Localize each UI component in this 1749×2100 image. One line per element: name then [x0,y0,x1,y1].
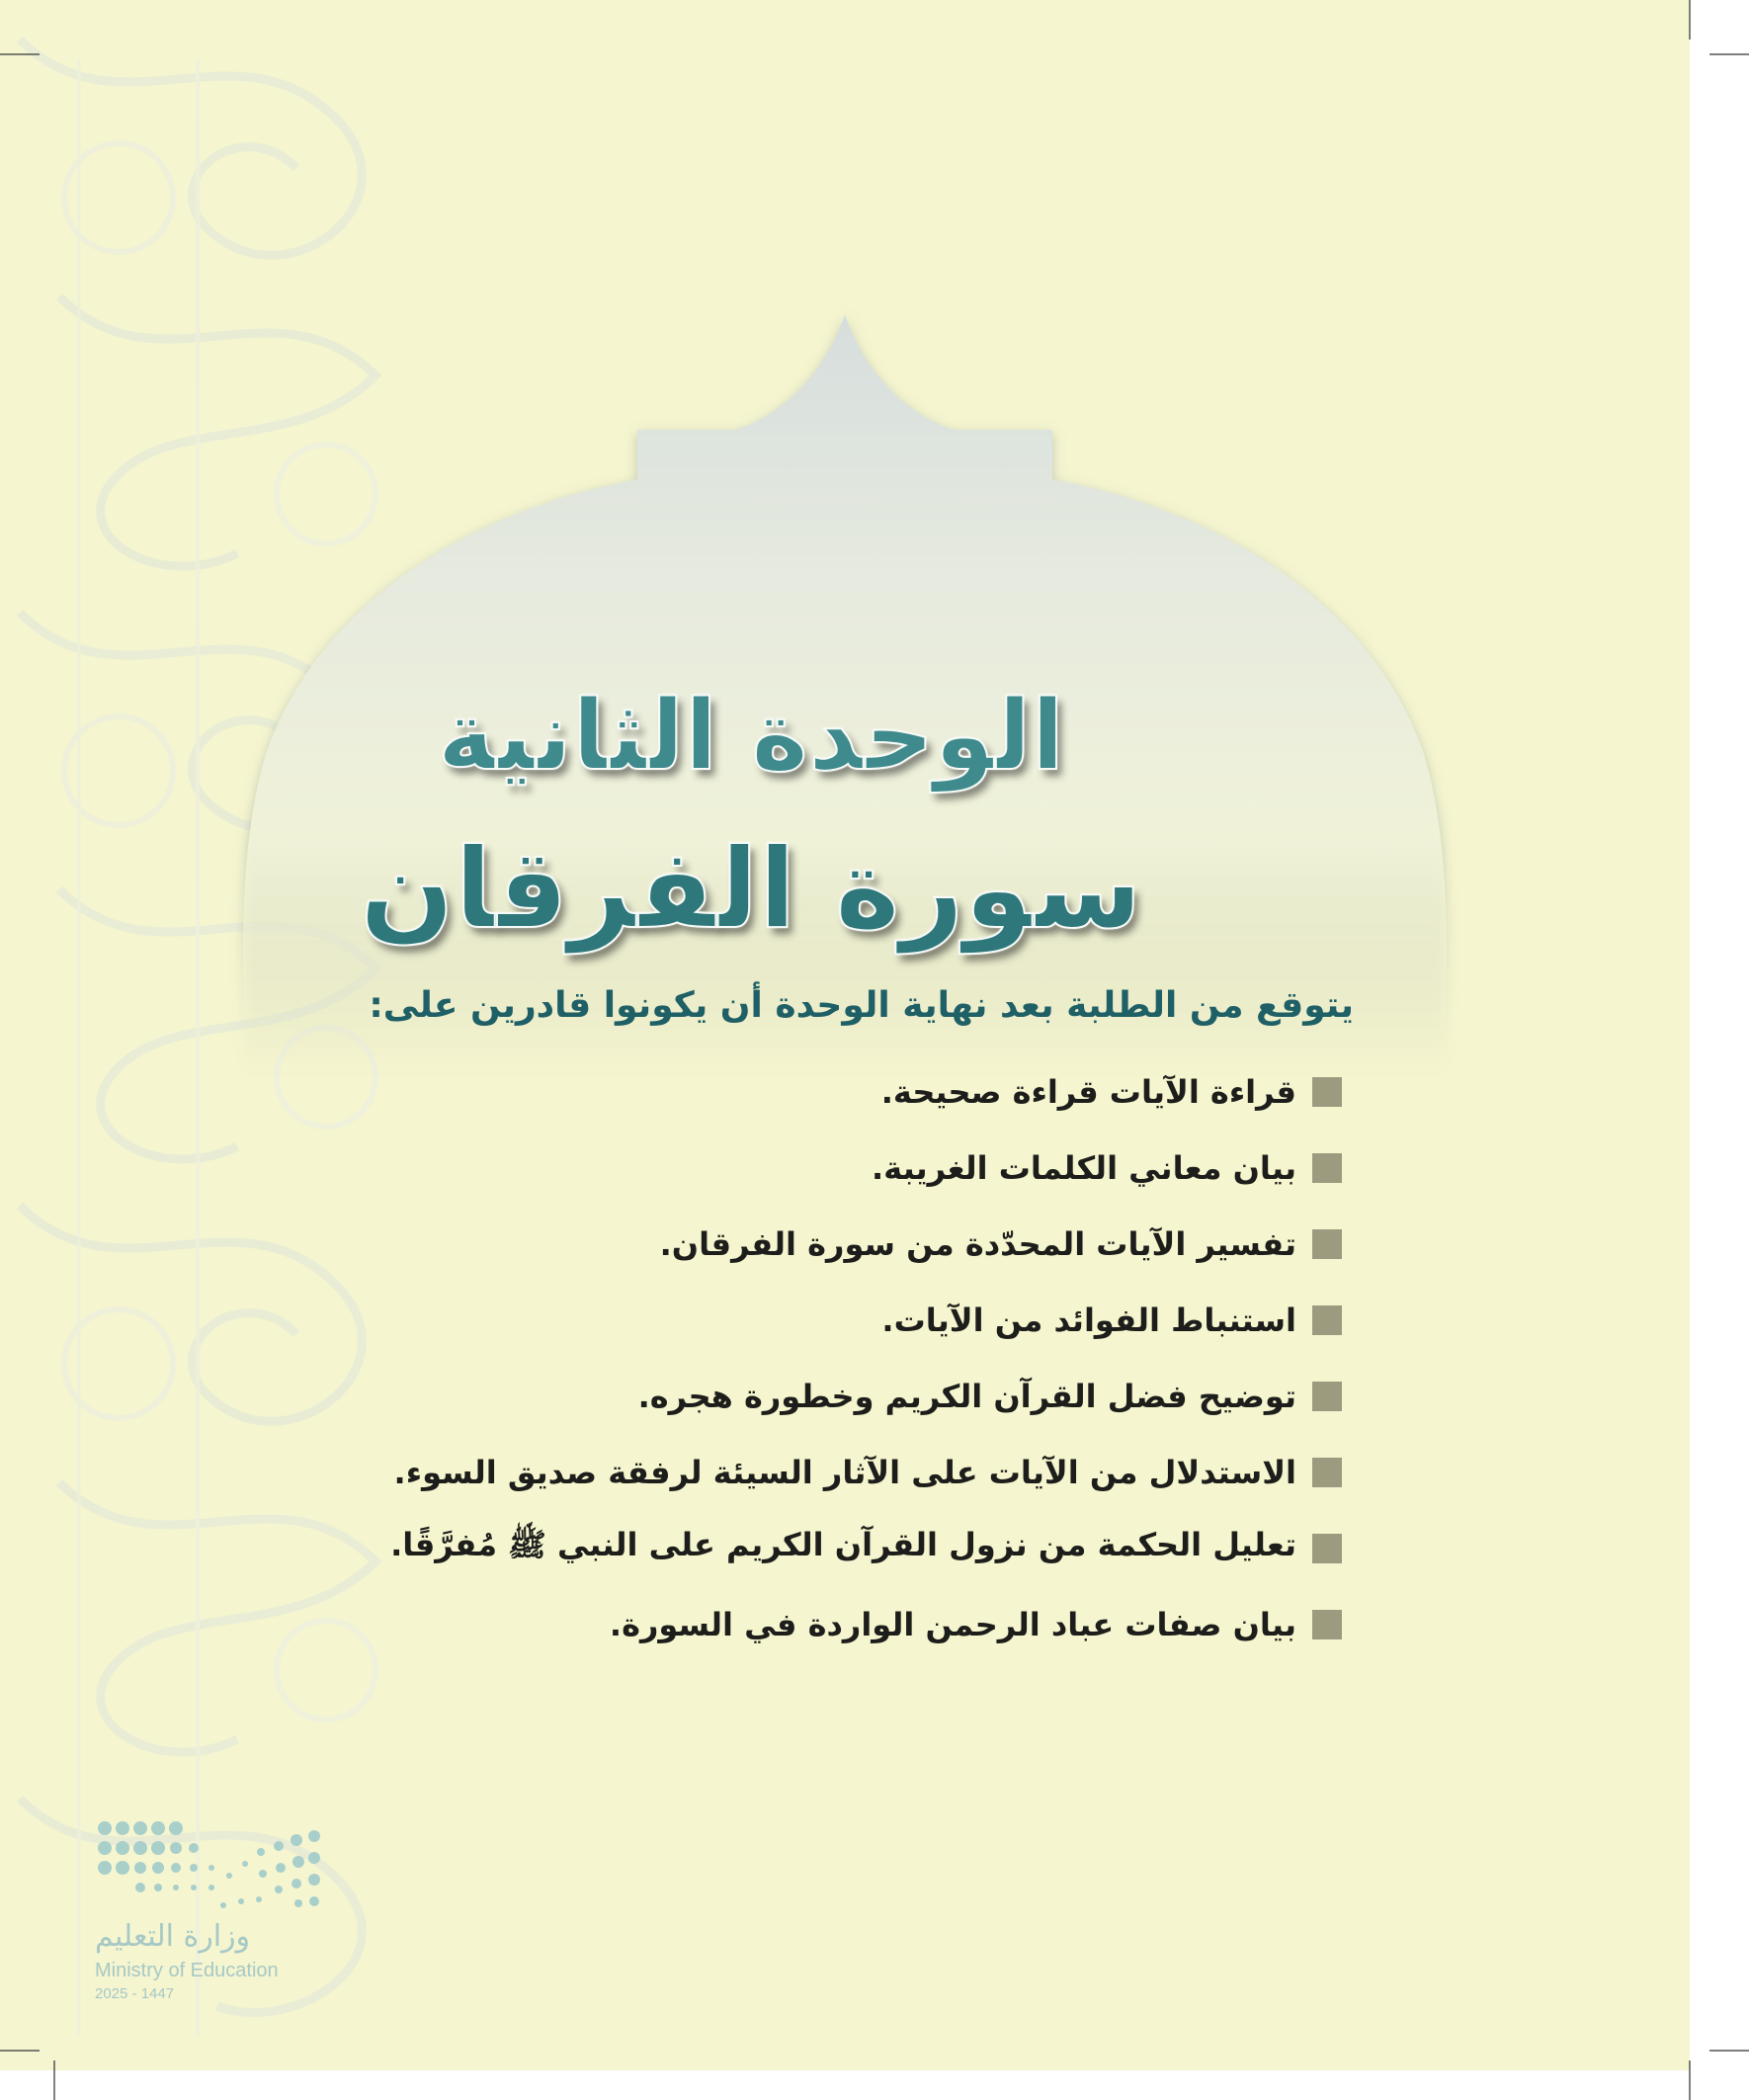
objective-text: توضيح فضل القرآن الكريم وخطورة هجره. [637,1377,1296,1415]
ministry-name-arabic: وزارة التعليم [95,1919,251,1954]
objectives-intro: يتوقع من الطلبة بعد نهاية الوحدة أن يكونوا قادرين على: [369,985,1354,1026]
surah-title: سورة الفرقان [360,825,1142,954]
objective-text: بيان صفات عباد الرحمن الواردة في السورة. [609,1605,1296,1643]
objective-text: بيان معاني الكلمات الغريبة. [872,1148,1296,1187]
objective-text: قراءة الآيات قراءة صحيحة. [880,1072,1296,1111]
objective-text: الاستدلال من الآيات على الآثار السيئة لرفقة صديق السوء. [393,1453,1296,1491]
unit-title: الوحدة الثانية [437,680,1065,793]
objective-text: استنباط الفوائد من الآيات. [881,1301,1296,1339]
edition-year: 2025 - 1447 [95,1985,175,2002]
objective-text: تفسير الآيات المحدّدة من سورة الفرقان. [659,1224,1296,1263]
ministry-name-english: Ministry of Education [95,1960,279,1981]
objective-text: تعليل الحكمة من نزول القرآن الكريم على النبي ﷺ مُفرَّقًا. [390,1525,1296,1563]
